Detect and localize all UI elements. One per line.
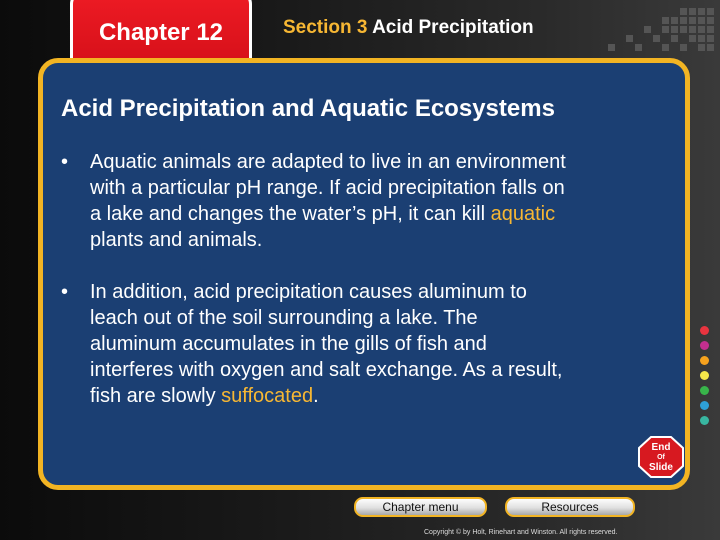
highlight-word-suffocated: suffocated (221, 385, 314, 407)
bullet-text (90, 149, 670, 253)
end-of-slide-button[interactable] (638, 436, 684, 478)
section-prefix: Section 3 (283, 17, 368, 38)
color-dot (700, 386, 709, 395)
color-dot (700, 326, 709, 335)
bullet-line-text: fish are slowly (90, 385, 222, 407)
side-color-dots (700, 326, 714, 431)
decorative-square-grid (556, 6, 716, 60)
bullet-marker: • (61, 281, 69, 303)
color-dot (700, 371, 709, 380)
bullet-line: Aquatic animals are adapted to live in an environment (90, 151, 566, 173)
end-slide-line1: End (651, 442, 671, 453)
slide-heading: Acid Precipitation and Aquatic Ecosystems (61, 95, 555, 122)
end-slide-line3: Slide (649, 462, 673, 473)
bullet-text (90, 279, 670, 409)
color-dot (700, 356, 709, 365)
chapter-menu-button[interactable]: Chapter menu (354, 497, 487, 517)
bullet-line-end: . (313, 385, 319, 407)
section-title (283, 17, 534, 39)
bullet-line: with a particular pH range. If acid precipitation falls on (90, 177, 565, 199)
bullet-line: plants and animals. (90, 229, 263, 251)
bullet-line (90, 383, 670, 409)
bullet-line: aluminum accumulates in the gills of fish and (90, 333, 487, 355)
resources-button[interactable]: Resources (505, 497, 635, 517)
bullet-line-text: a lake and changes the water’s pH, it can kill (90, 203, 491, 225)
color-dot (700, 401, 709, 410)
end-slide-line2: Of (657, 454, 665, 461)
chapter-label: Chapter 12 (98, 19, 224, 46)
bullet-line: In addition, acid precipitation causes aluminum to (90, 281, 527, 303)
section-name: Acid Precipitation (372, 17, 534, 38)
copyright-notice: Copyright © by Holt, Rinehart and Winston. All rights reserved. (424, 529, 618, 536)
color-dot (700, 341, 709, 350)
bullet-line (90, 201, 670, 227)
bullet-line: interferes with oxygen and salt exchange. As a result, (90, 359, 563, 381)
bullet-line: leach out of the soil surrounding a lake. The (90, 307, 478, 329)
highlight-word-aquatic: aquatic (490, 203, 556, 225)
color-dot (700, 416, 709, 425)
bullet-marker: • (61, 151, 69, 173)
